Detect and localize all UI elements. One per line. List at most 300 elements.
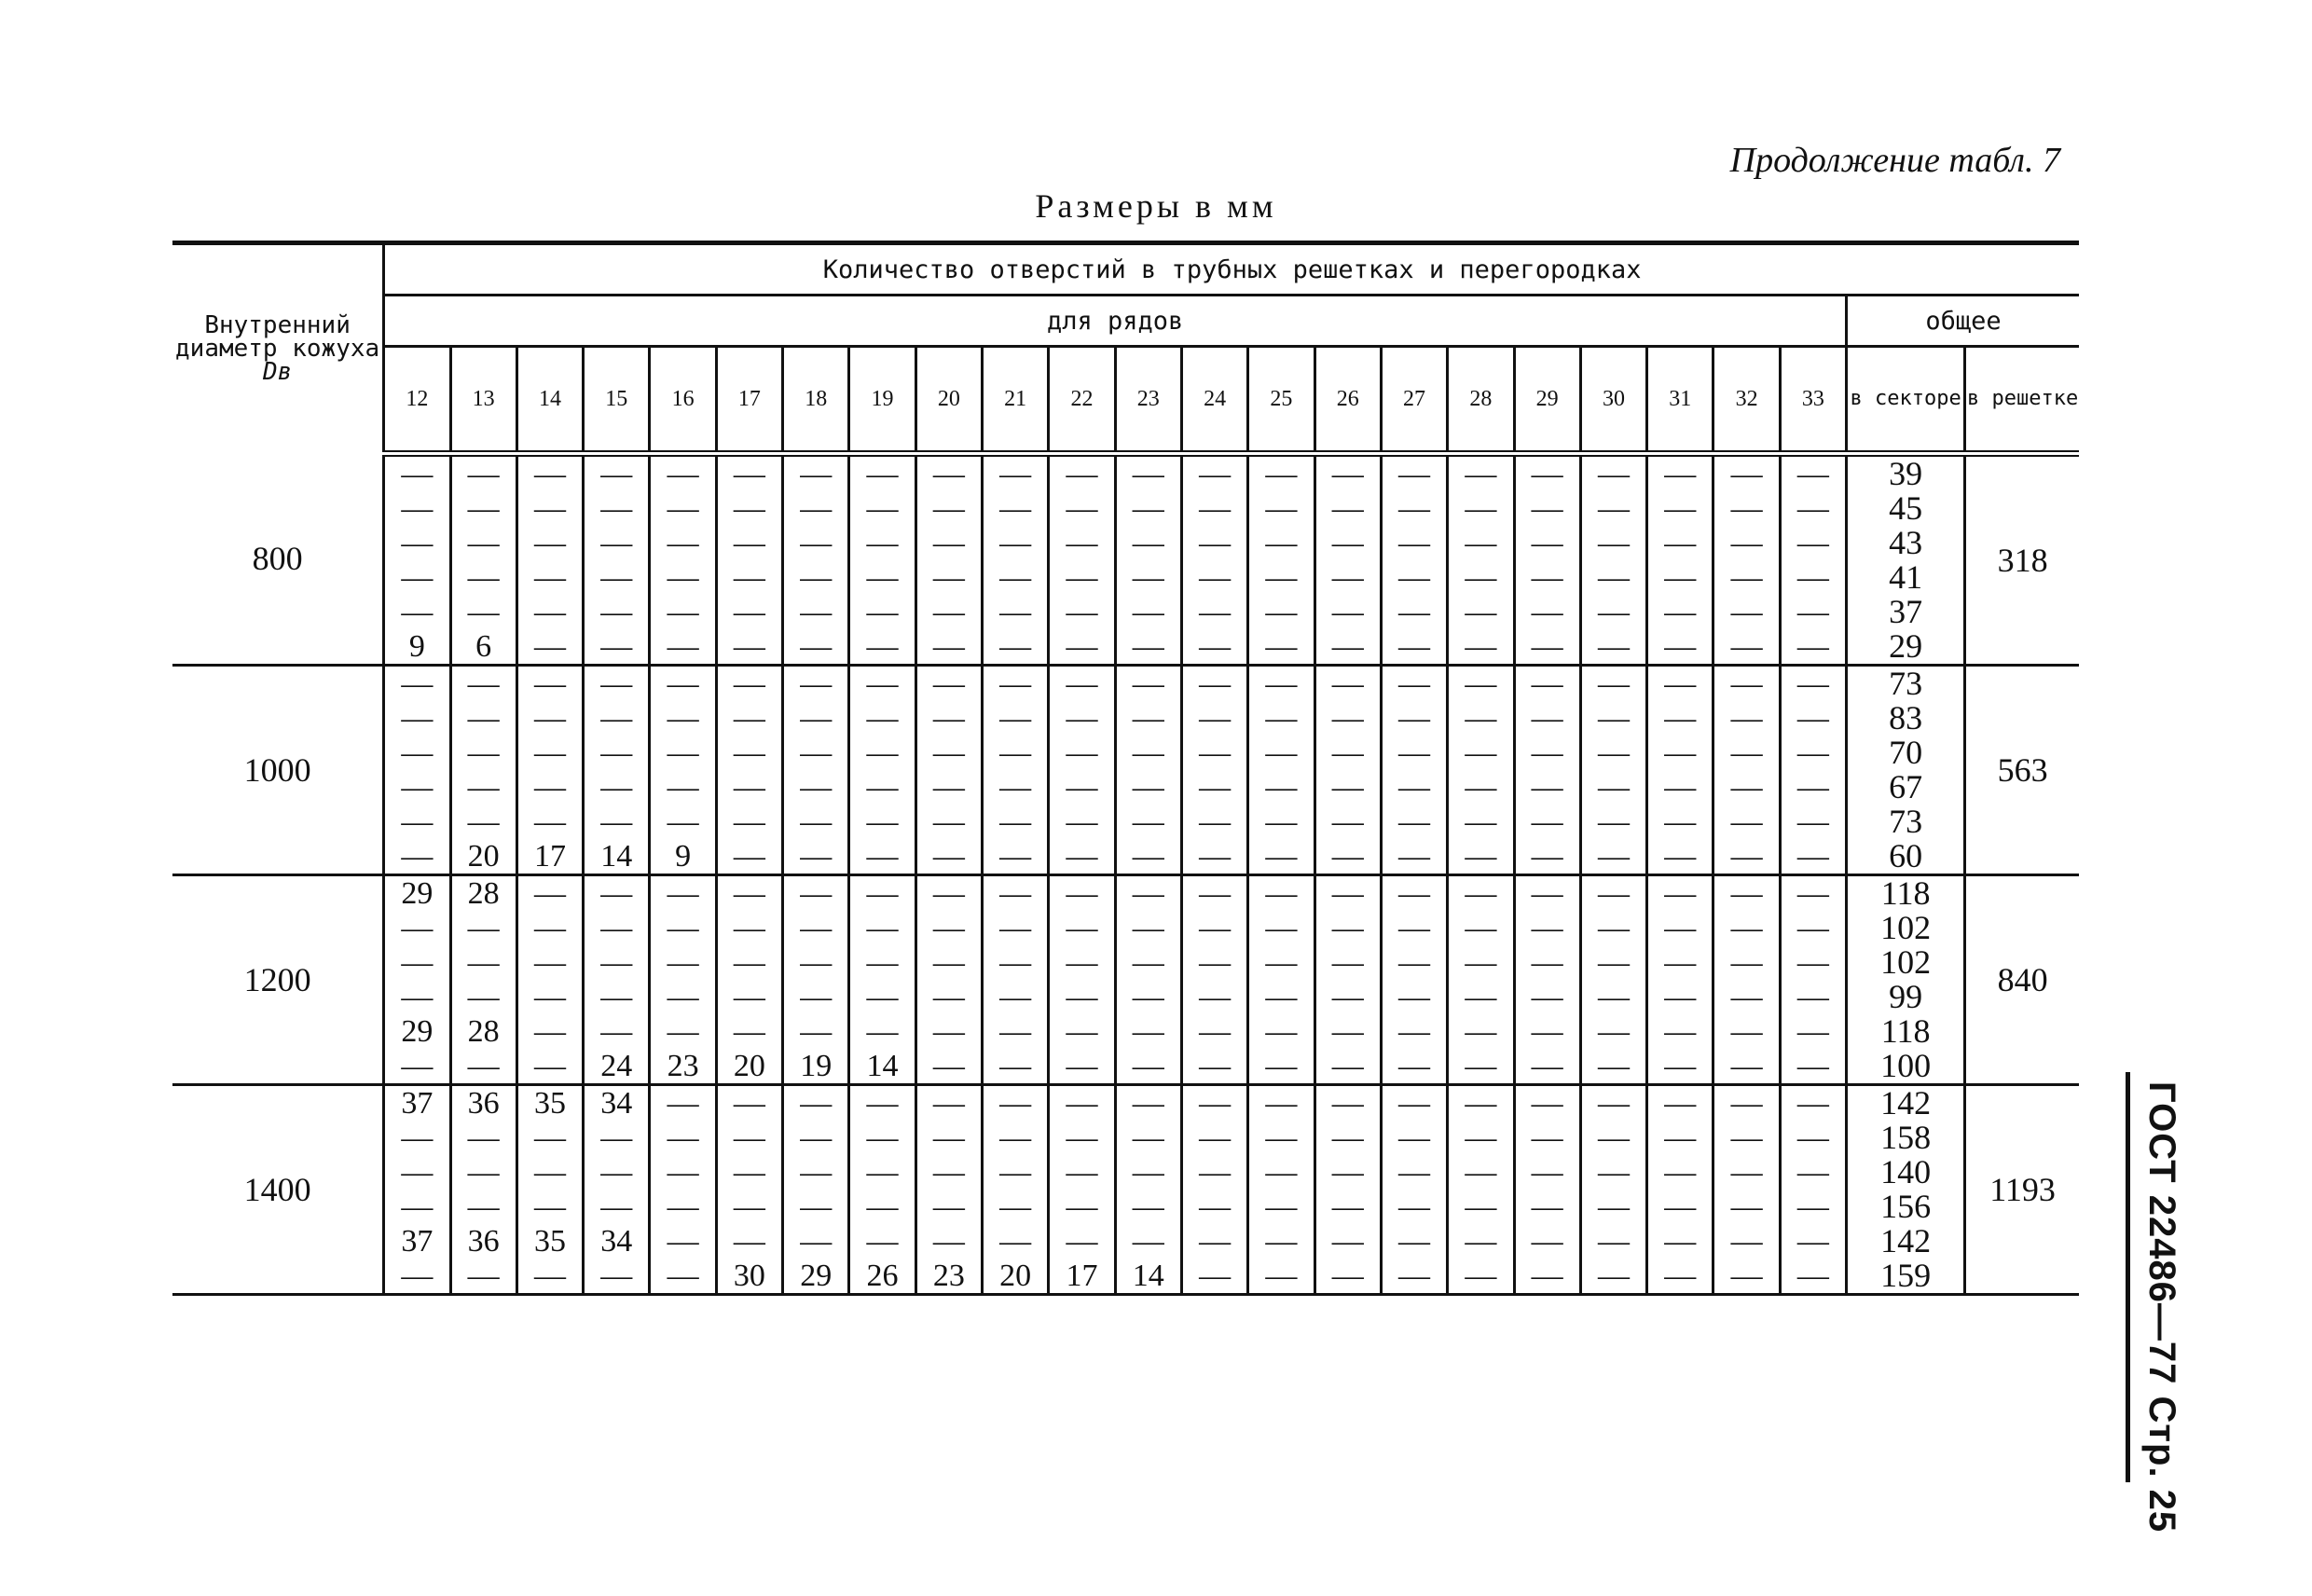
count-value: — [932,1014,965,1049]
row-count-cell [1314,1085,1381,1295]
count-value: 29 [800,1259,833,1293]
count-value: — [1465,701,1497,736]
count-value: 29 [401,1014,434,1049]
count-value: — [467,701,500,736]
count-value: — [1796,839,1829,874]
count-value: — [1531,736,1563,770]
grid-total-value: 1193 [1965,1085,2079,1295]
count-value: — [733,1190,765,1224]
count-value: — [667,911,699,945]
count-value: — [866,1086,899,1121]
row-count-cell [1780,666,1846,875]
count-value: — [1597,667,1630,701]
count-value: — [600,770,633,805]
count-value: — [1199,1224,1232,1259]
count-value: — [1199,491,1232,526]
count-value: — [600,457,633,491]
count-value: — [800,945,833,980]
diameter-header-label: Внутренний диаметр кожуха [175,311,380,364]
row-count-cell [1580,875,1646,1085]
total-header: общее [1847,296,2079,347]
count-value: — [1331,1259,1364,1293]
count-value: 36 [467,1086,500,1121]
count-value: — [1465,876,1497,911]
sector-total-cell [1847,666,1965,875]
count-value: — [533,491,566,526]
count-value: — [1398,526,1431,560]
count-value: — [1664,1155,1697,1190]
count-value: — [1796,1049,1829,1083]
count-value: — [401,595,434,629]
row-count-cell [1314,666,1381,875]
count-value: — [667,770,699,805]
diameter-value: 1400 [172,1085,384,1295]
count-value: — [1132,1155,1164,1190]
row-count-cell [783,666,849,875]
sector-value: 142 [1880,1222,1932,1259]
count-value: — [1066,805,1098,839]
count-value: — [733,560,765,595]
count-value: — [1265,736,1298,770]
count-value: — [1398,701,1431,736]
sector-header: в секторе [1847,347,1965,454]
count-value: — [467,560,500,595]
count-value: — [1597,1155,1630,1190]
row-count-cell [915,1085,982,1295]
count-value: — [1398,595,1431,629]
count-value: — [467,805,500,839]
count-value: — [1730,911,1763,945]
count-value: — [1664,1259,1697,1293]
count-value: — [1398,770,1431,805]
count-value: — [1398,1049,1431,1083]
count-value: — [1132,945,1164,980]
row-count-cell [1780,875,1846,1085]
count-value: — [1465,667,1497,701]
count-value: — [667,1121,699,1155]
count-value: — [1132,839,1164,874]
count-value: — [533,876,566,911]
row-count-cell [849,454,915,666]
count-value: 20 [999,1259,1032,1293]
count-value: — [1796,1259,1829,1293]
count-value: — [1265,980,1298,1014]
count-value: — [667,1259,699,1293]
count-value: — [1199,1190,1232,1224]
count-value: — [1465,736,1497,770]
sector-value: 118 [1880,1012,1931,1050]
count-value: — [1398,667,1431,701]
count-value: — [667,629,699,664]
count-value: — [401,491,434,526]
count-value: — [1398,629,1431,664]
count-value: — [733,770,765,805]
count-value: — [1664,1121,1697,1155]
count-value: 28 [467,876,500,911]
count-value: — [932,457,965,491]
count-value: — [533,1190,566,1224]
row-number-header: 33 [1780,347,1846,454]
count-value: — [999,876,1032,911]
row-count-cell [1580,1085,1646,1295]
count-value: — [1331,805,1364,839]
count-value: — [1465,1014,1497,1049]
count-value: — [932,945,965,980]
count-value: — [1199,1086,1232,1121]
count-value: — [800,1155,833,1190]
count-value: — [1531,980,1563,1014]
count-value: — [467,491,500,526]
count-value: — [1597,457,1630,491]
count-value: — [467,770,500,805]
count-value: — [600,491,633,526]
count-value: — [932,839,965,874]
row-count-cell [1381,875,1447,1085]
row-count-cell [450,454,516,666]
count-value: — [1331,1086,1364,1121]
row-count-cell [650,454,716,666]
count-value: — [866,1224,899,1259]
count-value: — [1465,945,1497,980]
row-count-cell [1049,875,1115,1085]
count-value: — [1597,1049,1630,1083]
sector-value: 60 [1889,837,1923,874]
count-value: — [600,876,633,911]
sector-value: 73 [1889,665,1923,702]
diameter-value: 1000 [172,666,384,875]
count-value: — [733,911,765,945]
count-value: — [1132,701,1164,736]
count-value: 20 [733,1049,765,1083]
count-value: — [1265,1224,1298,1259]
count-value: — [1265,1086,1298,1121]
count-value: — [1664,701,1697,736]
count-value: — [932,595,965,629]
count-value: — [1066,560,1098,595]
count-value: — [667,1190,699,1224]
count-value: — [667,457,699,491]
count-value: — [1730,1121,1763,1155]
row-count-cell [1514,666,1580,875]
row-count-cell [516,1085,583,1295]
count-value: — [800,1224,833,1259]
count-value: — [667,595,699,629]
count-value: — [1664,526,1697,560]
count-value: — [1265,1190,1298,1224]
diameter-group-row [172,1085,2079,1295]
count-value: — [999,980,1032,1014]
count-value: — [1132,805,1164,839]
count-value: — [1465,1086,1497,1121]
count-value: — [1531,667,1563,701]
count-value: — [1465,1224,1497,1259]
count-value: — [999,839,1032,874]
count-value: — [866,701,899,736]
diameter-value: 800 [172,454,384,666]
row-number-header: 23 [1115,347,1181,454]
count-value: — [667,1014,699,1049]
sector-value: 43 [1889,524,1923,561]
count-value: — [1331,876,1364,911]
row-number-header: 16 [650,347,716,454]
count-value: — [1331,667,1364,701]
row-count-cell [650,1085,716,1295]
count-value: — [401,526,434,560]
count-value: 26 [866,1259,899,1293]
count-value: — [1265,1155,1298,1190]
count-value: — [1398,1086,1431,1121]
row-count-cell [450,1085,516,1295]
count-value: — [733,1224,765,1259]
count-value: — [600,805,633,839]
count-value: 30 [733,1259,765,1293]
count-value: — [1597,701,1630,736]
count-value: — [600,595,633,629]
count-value: — [467,1259,500,1293]
row-number-header: 13 [450,347,516,454]
row-count-cell [1049,1085,1115,1295]
count-value: 9 [408,629,425,664]
row-count-cell [1448,454,1514,666]
count-value: — [1066,876,1098,911]
count-value: — [1730,839,1763,874]
count-value: — [1664,1190,1697,1224]
count-value: — [932,1190,965,1224]
sector-value: 142 [1880,1084,1932,1121]
count-value: — [866,736,899,770]
count-value: 23 [667,1049,699,1083]
count-value: — [600,701,633,736]
row-count-cell [516,666,583,875]
row-count-cell [650,875,716,1085]
count-value: — [1265,1121,1298,1155]
count-value: — [1265,770,1298,805]
count-value: — [1199,701,1232,736]
count-value: — [1132,1086,1164,1121]
count-value: — [1796,629,1829,664]
sector-value: 99 [1889,978,1923,1015]
units-caption: Размеры в мм [1035,187,1277,225]
count-value: — [999,945,1032,980]
row-count-cell [1713,875,1780,1085]
count-value: — [401,457,434,491]
count-value: — [932,1121,965,1155]
count-value: — [1597,839,1630,874]
count-value: — [1199,911,1232,945]
count-value: — [800,1190,833,1224]
count-value: — [1531,1224,1563,1259]
row-count-cell [1314,454,1381,666]
grid-total-value: 318 [1965,454,2079,666]
count-value: — [533,457,566,491]
row-count-cell [1248,666,1314,875]
count-value: — [733,457,765,491]
count-value: — [1531,945,1563,980]
row-count-cell [1248,875,1314,1085]
count-value: — [866,945,899,980]
count-value: — [1465,1190,1497,1224]
diameter-group-row [172,875,2079,1085]
count-value: — [1398,1121,1431,1155]
count-value: — [600,526,633,560]
count-value: — [1265,876,1298,911]
count-value: — [1398,457,1431,491]
count-value: — [866,491,899,526]
count-value: — [1199,595,1232,629]
count-value: — [401,945,434,980]
count-value: — [1465,491,1497,526]
count-value: — [667,980,699,1014]
count-value: — [1331,1224,1364,1259]
count-value: — [1664,595,1697,629]
count-value: — [401,770,434,805]
count-value: — [667,491,699,526]
count-value: — [932,667,965,701]
row-count-cell [384,454,450,666]
count-value: — [467,945,500,980]
count-value: — [1796,736,1829,770]
count-value: — [1265,1259,1298,1293]
count-value: — [1132,491,1164,526]
count-value: — [1730,1190,1763,1224]
sector-value: 39 [1889,455,1923,492]
count-value: — [1398,560,1431,595]
count-value: — [533,980,566,1014]
count-value: — [1597,491,1630,526]
count-value: — [600,736,633,770]
count-value: — [1796,595,1829,629]
row-number-header: 25 [1248,347,1314,454]
count-value: — [999,1086,1032,1121]
row-count-cell [384,1085,450,1295]
count-value: — [1331,457,1364,491]
row-count-cell [783,454,849,666]
count-value: — [1531,595,1563,629]
count-value: — [1730,1259,1763,1293]
count-value: — [600,1121,633,1155]
count-value: — [1730,876,1763,911]
count-value: — [1132,629,1164,664]
count-value: 34 [600,1224,633,1259]
grid-total-value: 563 [1965,666,2079,875]
count-value: — [1132,1190,1164,1224]
count-value: — [1730,1086,1763,1121]
row-number-header: 22 [1049,347,1115,454]
count-value: — [932,526,965,560]
count-value: — [999,526,1032,560]
count-value: — [533,526,566,560]
count-value: — [1730,1049,1763,1083]
count-value: — [733,491,765,526]
count-value: — [401,1190,434,1224]
row-count-cell [1115,666,1181,875]
row-number-header: 18 [783,347,849,454]
count-value: — [1398,980,1431,1014]
count-value: — [1199,1014,1232,1049]
count-value: — [1066,701,1098,736]
count-value: — [1132,876,1164,911]
count-value: — [800,805,833,839]
count-value: — [1796,945,1829,980]
grid-header: в решетке [1965,347,2079,454]
count-value: — [1465,980,1497,1014]
row-count-cell [1381,666,1447,875]
count-value: — [866,805,899,839]
count-value: — [1465,770,1497,805]
count-value: — [1597,1259,1630,1293]
count-value: — [866,629,899,664]
count-value: — [1265,1049,1298,1083]
count-value: — [1199,980,1232,1014]
count-value: 6 [475,629,492,664]
row-count-cell [1514,454,1580,666]
count-value: — [800,629,833,664]
count-value: 29 [401,876,434,911]
count-value: — [1531,805,1563,839]
count-value: — [932,701,965,736]
count-value: — [733,595,765,629]
count-value: — [1664,1086,1697,1121]
row-count-cell [1647,454,1713,666]
diameter-header [172,243,384,454]
rows-header: для рядов [384,296,1847,347]
row-count-cell [1713,666,1780,875]
count-value: — [1398,876,1431,911]
count-value: — [1132,667,1164,701]
count-value: — [999,1014,1032,1049]
count-value: — [1331,701,1364,736]
count-value: — [1796,980,1829,1014]
count-value: — [800,457,833,491]
count-value: — [1531,526,1563,560]
row-number-header: 27 [1381,347,1447,454]
count-value: — [1199,1121,1232,1155]
holes-table [172,241,2079,1296]
count-value: — [1398,1259,1431,1293]
count-value: — [932,770,965,805]
count-value: — [1664,945,1697,980]
count-value: — [932,1049,965,1083]
row-count-cell [783,1085,849,1295]
row-count-cell [1448,666,1514,875]
row-count-cell [1049,666,1115,875]
row-count-cell [849,875,915,1085]
count-value: — [1398,911,1431,945]
count-value: — [1531,1155,1563,1190]
count-value: — [1730,1014,1763,1049]
count-value: — [401,805,434,839]
count-value: — [1132,911,1164,945]
count-value: — [1664,805,1697,839]
count-value: — [401,736,434,770]
count-value: — [800,595,833,629]
count-value: — [1398,491,1431,526]
count-value: — [1066,1014,1098,1049]
row-count-cell [1647,666,1713,875]
count-value: 17 [533,839,566,874]
row-count-cell [584,1085,650,1295]
sector-value: 140 [1880,1153,1932,1190]
count-value: — [600,945,633,980]
count-value: — [1597,980,1630,1014]
count-value: 35 [533,1086,566,1121]
count-value: — [1066,911,1098,945]
count-value: — [1199,629,1232,664]
count-value: 35 [533,1224,566,1259]
count-value: — [600,1259,633,1293]
row-count-cell [983,666,1049,875]
count-value: — [1531,1049,1563,1083]
